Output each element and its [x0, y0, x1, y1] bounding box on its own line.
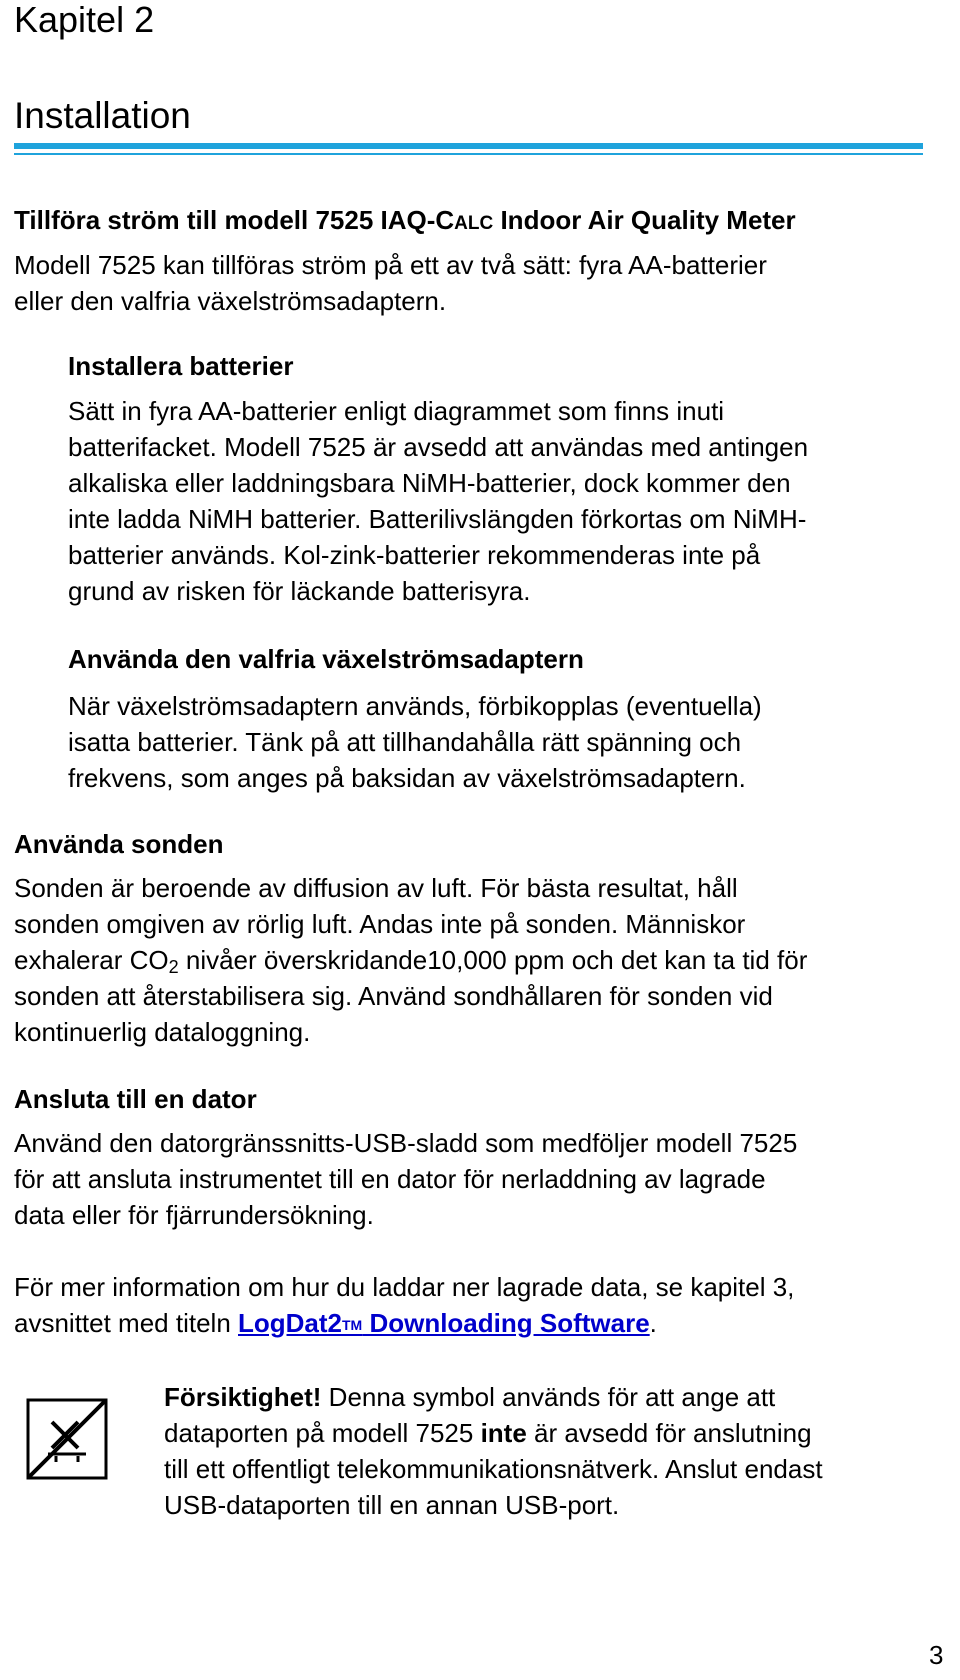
text-line: batterier används. Kol-zink-batterier rekommenderas inte på — [68, 540, 761, 570]
text-line: Sonden är beroende av diffusion av luft. För bästa resultat, håll — [14, 873, 738, 903]
text-line: isatta batterier. Tänk på att tillhandahålla rätt spänning och — [68, 727, 742, 757]
text-line: grund av risken för läckande batterisyra. — [68, 576, 531, 606]
text-line: exhalerar $CO_2$ nivåer överskridande10,000 ppm och det kan ta tid för — [14, 945, 808, 977]
text-line: Modell 7525 kan tillföras ström på ett av två sätt: fyra AA-batterier — [14, 250, 767, 280]
page-number: 3 — [929, 1640, 944, 1670]
text-line: avsnittet med titeln LogDat2TM Downloading Software. — [14, 1308, 657, 1338]
text-line: sonden att återstabilisera sig. Använd sondhållaren för sonden vid — [14, 981, 773, 1011]
text-line: dataporten på modell 7525 inte är avsedd för anslutning — [164, 1418, 812, 1448]
power-paragraph — [14, 247, 767, 319]
text-line: För mer information om hur du laddar ner lagrade data, se kapitel 3, — [14, 1272, 795, 1302]
power-heading: Tillföra ström till modell 7525 IAQ-CALC Indoor Air Quality Meter — [14, 205, 796, 235]
text-line: data eller för fjärrundersökning. — [14, 1200, 374, 1230]
probe-paragraph — [14, 870, 807, 1050]
text-line: inte ladda NiMH batterier. Batterilivslängden förkortas om NiMH- — [68, 504, 807, 534]
chapter-label: Kapitel 2 — [14, 0, 155, 40]
more-info-paragraph — [14, 1269, 794, 1343]
caution-paragraph — [164, 1379, 823, 1523]
text-line: för att ansluta instrumentet till en dator för nerladdning av lagrade — [14, 1164, 766, 1194]
text-line: frekvens, som anges på baksidan av växelströmsadaptern. — [68, 763, 746, 793]
adapter-heading: Använda den valfria växelströmsadaptern — [68, 644, 584, 674]
no-telecom-connection-icon — [26, 1398, 108, 1480]
computer-heading: Ansluta till en dator — [14, 1084, 257, 1114]
text-line: När växelströmsadaptern används, förbikopplas (eventuella) — [68, 691, 762, 721]
computer-paragraph — [14, 1125, 797, 1233]
text-line: Sätt in fyra AA-batterier enligt diagrammet som finns inuti — [68, 396, 725, 426]
text-line: Försiktighet! Denna symbol används för att ange att — [164, 1382, 776, 1412]
logdat2-link[interactable]: LogDat2TM Downloading Software — [238, 1308, 650, 1338]
title-rule-thick — [14, 143, 923, 149]
text-line: till ett offentligt telekommunikationsnätverk. Anslut endast — [164, 1454, 823, 1484]
title-rule-thin — [14, 153, 923, 155]
page-title: Installation — [14, 95, 191, 136]
co2-subscript: 2 — [168, 957, 179, 977]
batteries-heading: Installera batterier — [68, 351, 294, 381]
text-line: kontinuerlig dataloggning. — [14, 1017, 311, 1047]
probe-heading: Använda sonden — [14, 829, 224, 859]
batteries-paragraph — [68, 393, 808, 609]
caution-label: Försiktighet! — [164, 1382, 322, 1412]
text-line: batterifacket. Modell 7525 är avsedd att användas med antingen — [68, 432, 809, 462]
adapter-paragraph — [68, 688, 762, 796]
text-line: alkaliska eller laddningsbara NiMH-batterier, dock kommer den — [68, 468, 791, 498]
text-line: sonden omgiven av rörlig luft. Andas inte på sonden. Människor — [14, 909, 746, 939]
text-line: USB-dataporten till en annan USB-port. — [164, 1490, 620, 1520]
text-line: Använd den datorgränssnitts-USB-sladd som medföljer modell 7525 — [14, 1128, 798, 1158]
text-line: eller den valfria växelströmsadaptern. — [14, 286, 447, 316]
